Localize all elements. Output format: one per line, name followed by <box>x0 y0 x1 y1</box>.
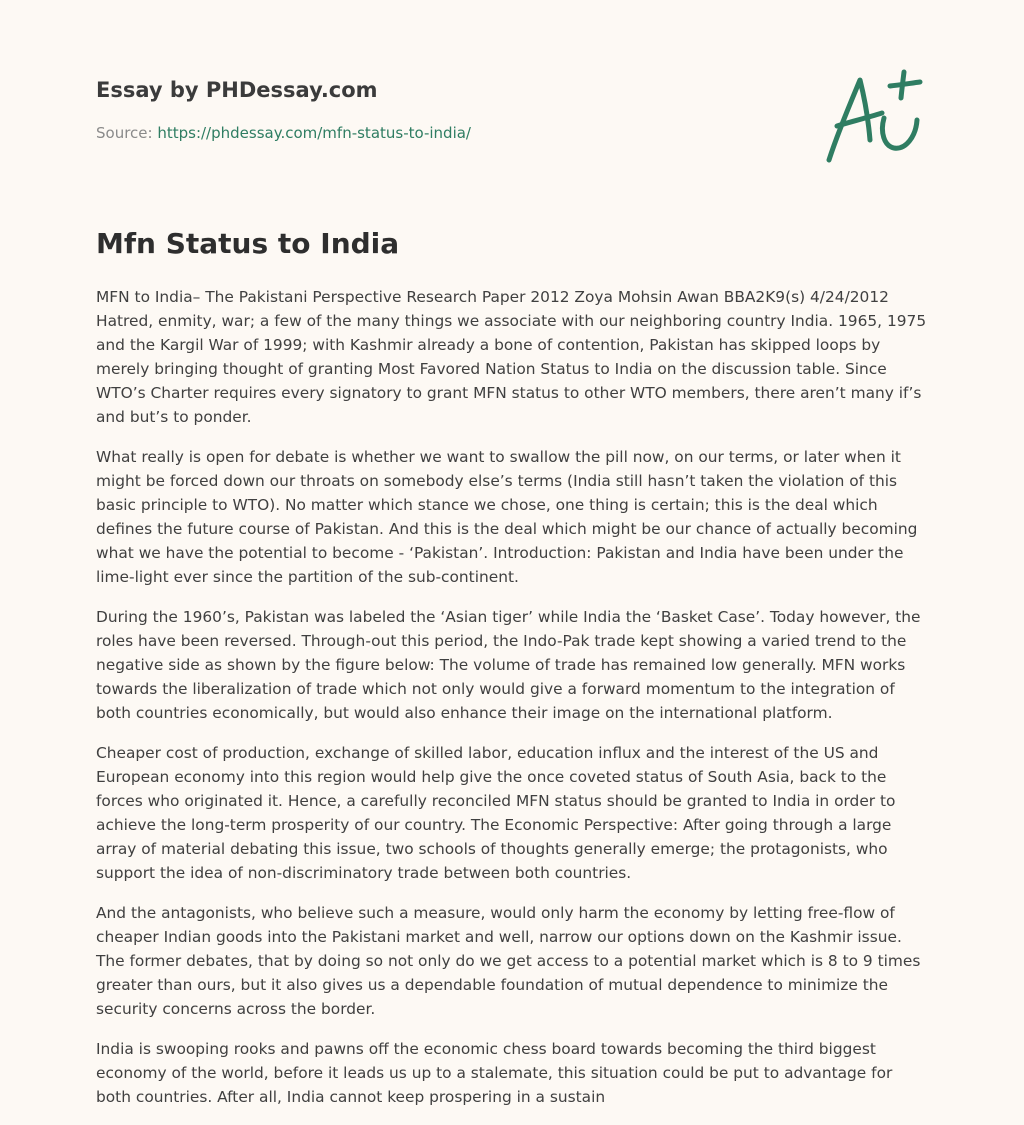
brand-title: Essay by PHDessay.com <box>96 78 378 102</box>
source-link[interactable]: https://phdessay.com/mfn-status-to-india/ <box>157 124 471 142</box>
essay-content <box>96 225 930 1125</box>
page-header <box>96 76 696 143</box>
essay-paragraph: India is swooping rooks and pawns off the economic chess board towards becoming the third biggest economy of the world, before it leads us up to a stalemate, this situation could be put to advantage for both countries. After all, India cannot keep prospering in a sustain <box>96 1040 893 1106</box>
source-line <box>96 123 696 143</box>
essay-paragraph: Cheaper cost of production, exchange of skilled labor, education influx and the interest of the US and European economy into this region would help give the once coveted status of South Asia, back to the forces who originated it. Hence, a carefully reconciled MFN status should be granted to India in order to achieve the long-term prosperity of our country. The Economic Perspective: After going through a large array of material debating this issue, two schools of thoughts generally emerge; the protagonists, who support the idea of non-discriminatory trade between both countries. <box>96 744 896 882</box>
essay-paragraph: And the antagonists, who believe such a measure, would only harm the economy by letting free-flow of cheaper Indian goods into the Pakistani market and well, narrow our options down on the Kashmir issue. The former debates, that by doing so not only do we get access to a potential market which is 8 to 9 times greater than ours, but it also gives us a dependable foundation of mutual dependence to minimize the security concerns across the border. <box>96 904 921 1018</box>
essay-title: Mfn Status to India <box>96 227 400 260</box>
source-label: Source: <box>96 124 158 142</box>
essay-paragraph: During the 1960’s, Pakistan was labeled the ‘Asian tiger’ while India the ‘Basket Case’. Today however, the roles have been reversed. Through-out this period, the Indo-Pak trade kept showing a varied trend to the negative side as shown by the figure below: The volume of trade has remained low generally. MFN works towards the liberalization of trade which not only would give a forward momentum to the integration of both countries economically, but would also enhance their image on the international platform. <box>96 608 921 722</box>
a-plus-logo-icon <box>820 66 930 166</box>
essay-paragraph: MFN to India– The Pakistani Perspective Research Paper 2012 Zoya Mohsin Awan BBA2K9(s) 4/24/2012 Hatred, enmity, war; a few of the many things we associate with our neighboring country India. 1965, 1975 and the Kargil War of 1999; with Kashmir already a bone of contention, Pakistan has skipped loops by merely bringing thought of granting Most Favored Nation Status to India on the discussion table. Since WTO’s Charter requires every signatory to grant MFN status to other WTO members, there aren’t many if’s and but’s to ponder. <box>96 288 927 426</box>
essay-paragraph: What really is open for debate is whether we want to swallow the pill now, on our terms, or later when it might be forced down our throats on somebody else’s terms (India still hasn’t taken the violation of this basic principle to WTO). No matter which stance we chose, one thing is certain; this is the deal which defines the future course of Pakistan. And this is the deal which might be our chance of actually becoming what we have the potential to become - ‘Pakistan’. Introduction: Pakistan and India have been under the lime-light ever since the partition of the sub-continent. <box>96 448 918 586</box>
